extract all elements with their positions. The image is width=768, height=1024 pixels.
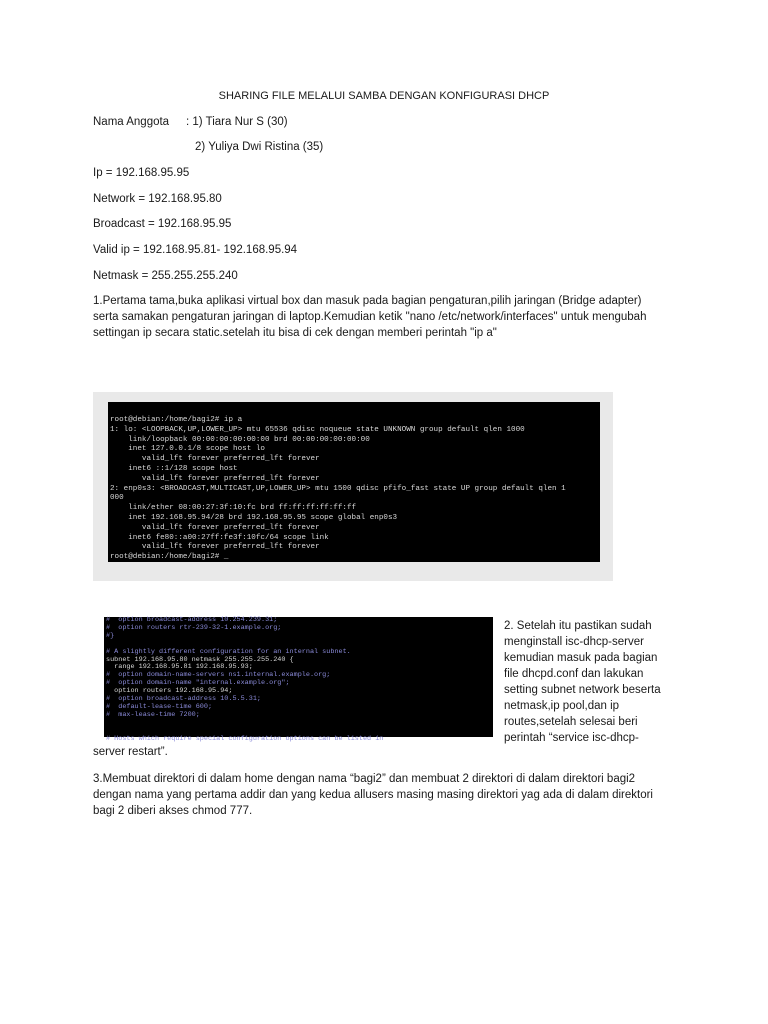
step2-paragraph [504, 618, 676, 746]
terminal-screenshot-ip-a [108, 402, 600, 562]
terminal-line: option routers 192.168.95.94; [106, 687, 233, 696]
terminal-line: 1: lo: <LOOPBACK,UP,LOWER_UP> mtu 65536 qdisc noqueue state UNKNOWN group default qlen 1000 [110, 425, 525, 434]
terminal-line: # option routers rtr-239-32-1.example.org; [106, 623, 282, 632]
step1-line: 1.Pertama tama,buka aplikasi virtual box dan masuk pada bagian pengaturan,pilih jaringan (Bridge adapter) [93, 295, 642, 307]
step1-line: serta samakan pengaturan jaringan di laptop.Kemudian ketik "nano /etc/network/interfaces" untuk mengubah [93, 311, 647, 323]
terminal-line [106, 720, 493, 728]
ip-line: Ip = 192.168.95.95 [93, 167, 190, 179]
terminal-line: valid_lft forever preferred_lft forever [110, 474, 320, 483]
terminal-line: link/loopback 00:00:00:00:00:00 brd 00:00:00:00:00:00 [110, 435, 370, 444]
step2-line: routes,setelah selesai beri [504, 716, 638, 728]
step2-line: file dhcpd.conf dan lakukan [504, 668, 644, 680]
step3-line: bagi 2 diberi akses chmod 777. [93, 805, 253, 817]
step3-line: dengan nama yang pertama addir dan yang kedua allusers masing masing direktori yag ada di dalam direktori [93, 789, 653, 801]
terminal-line: # option domain-name "internal.example.org"; [106, 679, 290, 688]
terminal-line: 000 [110, 494, 124, 503]
terminal-line: # default-lease-time 600; [106, 702, 213, 711]
page-title: SHARING FILE MELALUI SAMBA DENGAN KONFIGURASI DHCP [218, 90, 550, 102]
terminal-line: #} [106, 631, 115, 640]
member-2: 2) Yuliya Dwi Ristina (35) [195, 141, 324, 153]
step2-line: perintah “service isc-dhcp- [504, 732, 639, 744]
terminal-line: link/ether 08:00:27:3f:10:fc brd ff:ff:ff:ff:ff:ff [110, 504, 357, 513]
terminal-line: # Hosts which require special configuration options can be listed in [106, 734, 384, 743]
terminal-line: # option broadcast-address 10.254.239.31; [106, 616, 278, 624]
terminal-line: inet 192.168.95.94/28 brd 192.168.95.95 scope global enp0s3 [110, 513, 398, 522]
terminal-line: inet 127.0.0.1/8 scope host lo [110, 445, 265, 454]
members-label: Nama Anggota [93, 116, 170, 128]
step2-line: netmask,ip pool,dan ip [504, 700, 620, 712]
terminal-line: # max-lease-time 7200; [106, 710, 200, 719]
step3-paragraph [93, 771, 653, 819]
terminal-line: inet6 ::1/128 scope host [110, 464, 238, 473]
step2-line: 2. Setelah itu pastikan sudah [504, 620, 652, 632]
broadcast-line: Broadcast = 192.168.95.95 [93, 218, 232, 230]
member-1: : 1) Tiara Nur S (30) [186, 116, 288, 128]
terminal-line: 2: enp0s3: <BROADCAST,MULTICAST,UP,LOWER_UP> mtu 1500 qdisc pfifo_fast state UP group default qlen 1 [110, 484, 566, 493]
terminal-screenshot-dhcpd-conf [104, 616, 493, 743]
step2-line: kemudian masuk pada bagian [504, 652, 658, 664]
terminal-line: subnet 192.168.95.80 netmask 255.255.255.240 { [106, 655, 294, 664]
terminal-line: valid_lft forever preferred_lft forever [110, 455, 320, 464]
terminal-line: # option domain-name-servers ns1.internal.example.org; [106, 671, 331, 680]
terminal-line: root@debian:/home/bagi2# _ [110, 553, 229, 562]
terminal-line: # option broadcast-address 10.5.5.31; [106, 695, 261, 704]
step1-line: settingan ip secara static.setelah itu bisa di cek dengan memberi perintah "ip a" [93, 327, 497, 339]
terminal-line: # A slightly different configuration for an internal subnet. [106, 647, 351, 656]
terminal-line: root@debian:/home/bagi2# ip a [110, 416, 243, 424]
network-line: Network = 192.168.95.80 [93, 193, 222, 205]
step2-tail: server restart”. [93, 746, 168, 758]
valid-ip-line: Valid ip = 192.168.95.81- 192.168.95.94 [93, 244, 298, 256]
step3-line: 3.Membuat direktori di dalam home dengan nama “bagi2” dan membuat 2 direktori di dalam direktori bagi2 [93, 773, 636, 785]
netmask-line: Netmask = 255.255.255.240 [93, 270, 238, 282]
terminal-line: valid_lft forever preferred_lft forever [110, 543, 320, 552]
terminal-line: inet6 fe80::a00:27ff:fe3f:10fc/64 scope link [110, 533, 329, 542]
terminal-line: valid_lft forever preferred_lft forever [110, 523, 320, 532]
terminal-line: range 192.168.95.81 192.168.95.93; [106, 663, 253, 672]
step2-line: menginstall isc-dhcp-server [504, 636, 644, 648]
step1-paragraph [93, 293, 646, 341]
step2-line: setting subnet network beserta [504, 684, 661, 696]
